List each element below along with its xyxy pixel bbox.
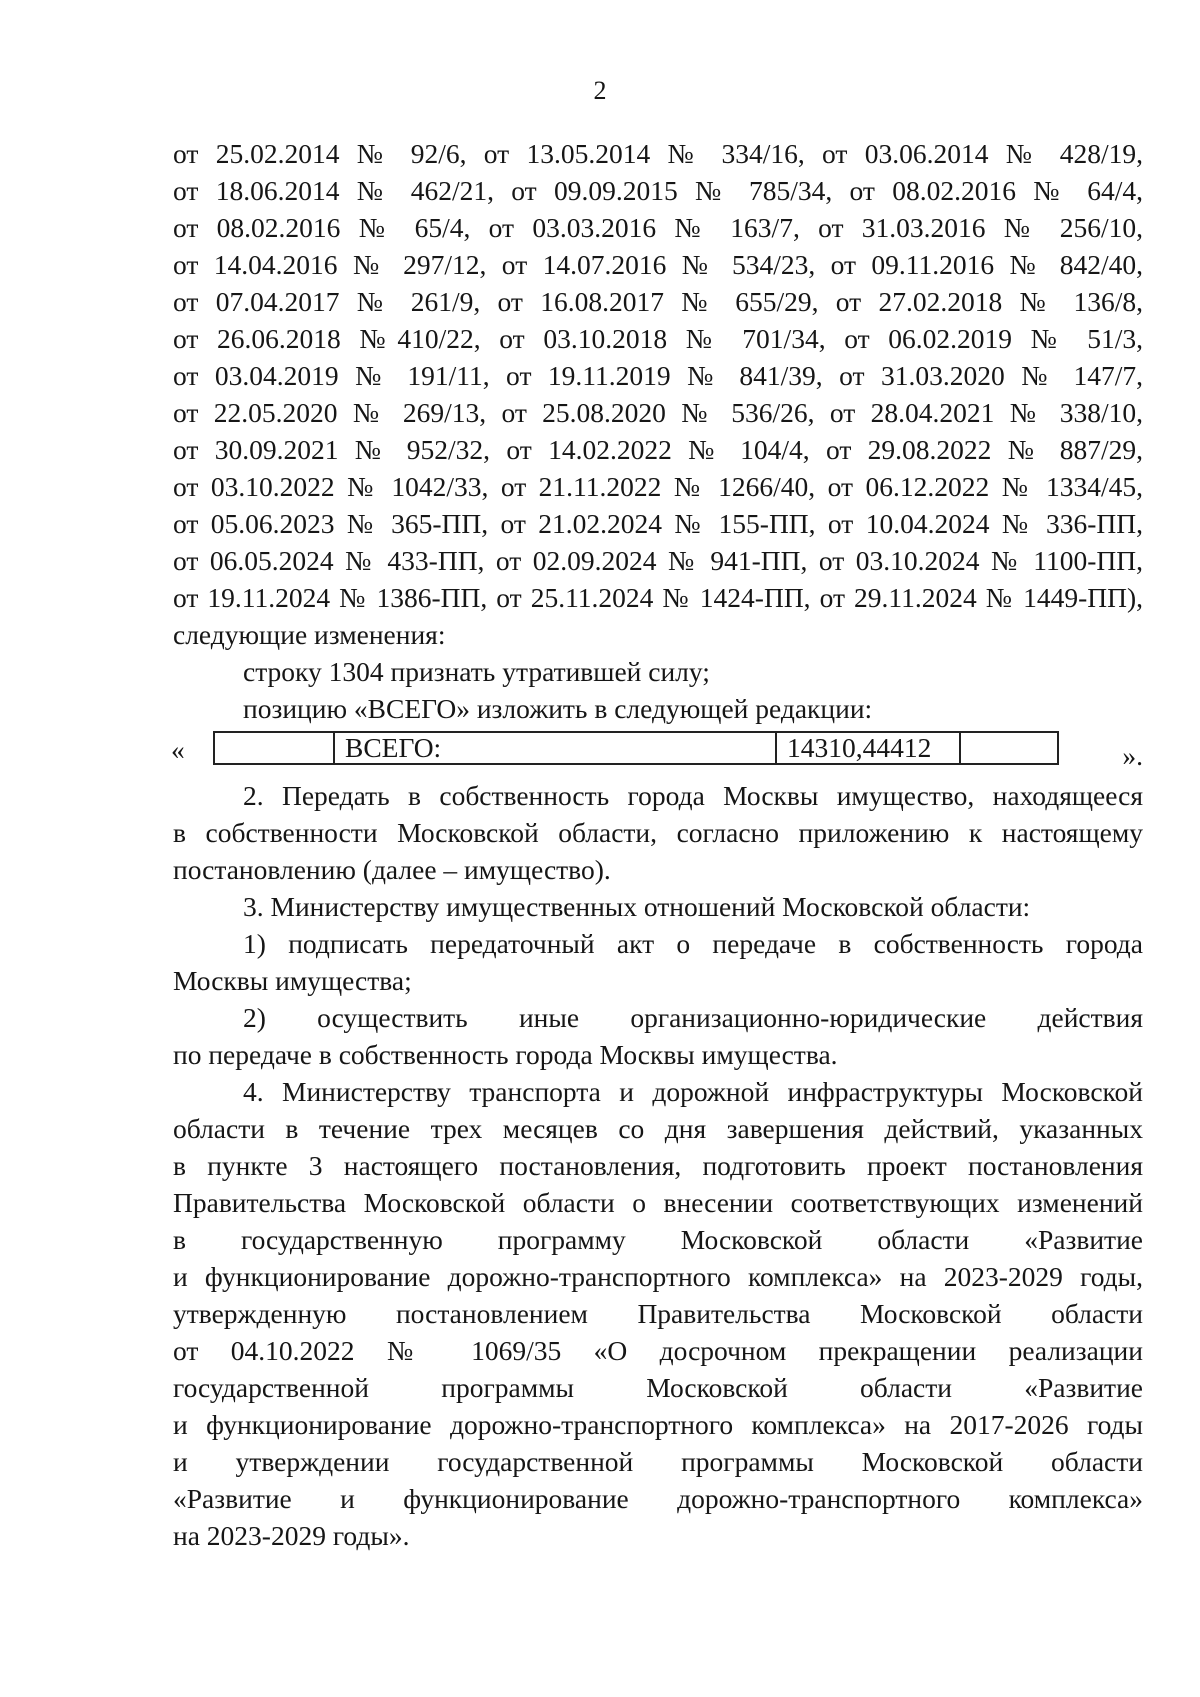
text-line: и утверждении государственной программы Московской области xyxy=(173,1446,1143,1477)
text-line: от 19.11.2024 № 1386-ПП, от 25.11.2024 № 1424-ПП, от 29.11.2024 № 1449-ПП), xyxy=(173,582,1143,613)
total-position-intro: позицию «ВСЕГО» изложить в следующей редакции: xyxy=(243,693,873,724)
total-table-row xyxy=(173,731,1143,775)
open-quote: « xyxy=(171,734,185,765)
table-cell-total-value: 14310,44412 xyxy=(775,731,961,765)
amendments-list xyxy=(173,135,1143,653)
text-line: от 22.05.2020 № 269/13, от 25.08.2020 № 536/26, от 28.04.2021 № 338/10, xyxy=(173,397,1143,428)
text-line: 2. Передать в собственность города Москвы имущество, находящееся xyxy=(243,780,1143,811)
text-line: от 03.10.2022 № 1042/33, от 21.11.2022 № 1266/40, от 06.12.2022 № 1334/45, xyxy=(173,471,1143,502)
close-quote: ». xyxy=(1122,740,1143,771)
text-line: области в течение трех месяцев со дня завершения действий, указанных xyxy=(173,1113,1143,1144)
page-number: 2 xyxy=(593,76,607,105)
text-line: Правительства Московской области о внесении соответствующих изменений xyxy=(173,1187,1143,1218)
text-line: следующие изменения: xyxy=(173,619,446,650)
item-3-2 xyxy=(173,999,1143,1073)
text-line: 4. Министерству транспорта и дорожной инфраструктуры Московской xyxy=(243,1076,1143,1107)
text-line: от 18.06.2014 № 462/21, от 09.09.2015 № 785/34, от 08.02.2016 № 64/4, xyxy=(173,175,1143,206)
text-line: на 2023-2029 годы». xyxy=(173,1520,410,1551)
text-line: в собственности Московской области, согласно приложению к настоящему xyxy=(173,817,1143,848)
text-line: от 25.02.2014 № 92/6, от 13.05.2014 № 334/16, от 03.06.2014 № 428/19, xyxy=(173,138,1143,169)
text-line: от 06.05.2024 № 433-ПП, от 02.09.2024 № 941-ПП, от 03.10.2024 № 1100-ПП, xyxy=(173,545,1143,576)
item-2 xyxy=(173,777,1143,888)
text-line: от 14.04.2016 № 297/12, от 14.07.2016 № 534/23, от 09.11.2016 № 842/40, xyxy=(173,249,1143,280)
text-line: Москвы имущества; xyxy=(173,965,412,996)
text-line: от 08.02.2016 № 65/4, от 03.03.2016 № 163/7, от 31.03.2016 № 256/10, xyxy=(173,212,1143,243)
line-1304-repeal: строку 1304 признать утратившей силу; xyxy=(243,656,710,687)
text-line: от 07.04.2017 № 261/9, от 16.08.2017 № 655/29, от 27.02.2018 № 136/8, xyxy=(173,286,1143,317)
text-line: 2) осуществить иные организационно-юридические действия xyxy=(243,1002,1143,1033)
text-line: постановлению (далее – имущество). xyxy=(173,854,611,885)
text-line: по передаче в собственность города Москвы имущества. xyxy=(173,1039,838,1070)
text-line: от 26.06.2018 №410/22, от 03.10.2018 № 701/34, от 06.02.2019 № 51/3, xyxy=(173,323,1143,354)
document-body xyxy=(173,135,1143,1554)
item-4 xyxy=(173,1073,1143,1554)
table-cell-empty xyxy=(959,731,1059,765)
text-line: утвержденную постановлением Правительства Московской области xyxy=(173,1298,1143,1329)
text-line: 1) подписать передаточный акт о передаче в собственность города xyxy=(243,928,1143,959)
text-line: от 04.10.2022 № 1069/35 «О досрочном прекращении реализации xyxy=(173,1335,1143,1366)
item-3-1 xyxy=(173,925,1143,999)
text-line: в государственную программу Московской области «Развитие xyxy=(173,1224,1143,1255)
text-line: от 30.09.2021 № 952/32, от 14.02.2022 № 104/4, от 29.08.2022 № 887/29, xyxy=(173,434,1143,465)
item-3: 3. Министерству имущественных отношений Московской области: xyxy=(243,891,1031,922)
text-line: в пункте 3 настоящего постановления, подготовить проект постановления xyxy=(173,1150,1143,1181)
text-line: государственной программы Московской области «Развитие xyxy=(173,1372,1143,1403)
text-line: «Развитие и функционирование дорожно-транспортного комплекса» xyxy=(173,1483,1143,1514)
text-line: от 05.06.2023 № 365-ПП, от 21.02.2024 № 155-ПП, от 10.04.2024 № 336-ПП, xyxy=(173,508,1143,539)
text-line: от 03.04.2019 № 191/11, от 19.11.2019 № 841/39, от 31.03.2020 № 147/7, xyxy=(173,360,1143,391)
table-cell-label: ВСЕГО: xyxy=(333,731,777,765)
text-line: и функционирование дорожно-транспортного комплекса» на 2017-2026 годы xyxy=(173,1409,1143,1440)
text-line: и функционирование дорожно-транспортного комплекса» на 2023-2029 годы, xyxy=(173,1261,1143,1292)
table-cell-empty xyxy=(213,731,335,765)
